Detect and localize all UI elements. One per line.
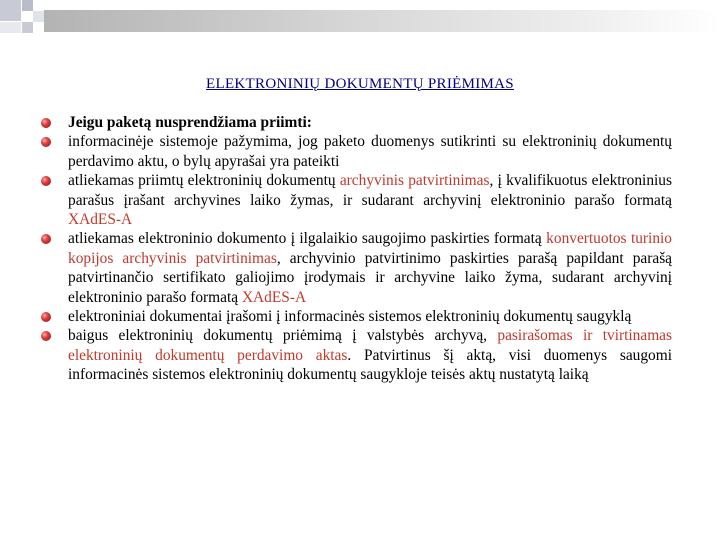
item-text: , archyvinio patvirtinimo paskirties parašą papildant parašą patvirtinančio sertifikato galiojimo įrodymais ir archyvine laiko žyma, sudarant archyvinį elektroninio parašo formatą bbox=[68, 249, 673, 306]
slide-title: ELEKTRONINIŲ DOKUMENTŲ PRIĖMIMAS bbox=[206, 76, 514, 92]
highlight-text: XAdES-A bbox=[68, 211, 133, 229]
list-item bbox=[68, 113, 672, 132]
bullet-icon bbox=[41, 312, 51, 322]
item-text: informacinėje sistemoje pažymima, jog paketo duomenys sutikrinti su elektroninių dokumentų perdavimo aktu, o bylų apyrašai yra pateikti bbox=[68, 133, 672, 170]
bullet-icon bbox=[41, 118, 51, 128]
item-text: Jeigu paketą nusprendžiama priimti: bbox=[68, 114, 312, 131]
bullet-icon bbox=[41, 331, 51, 341]
bullet-icon bbox=[41, 137, 51, 147]
item-text: atliekamas priimtų elektroninių dokumentų bbox=[68, 172, 340, 190]
decor-square bbox=[33, 11, 44, 22]
list-item bbox=[68, 307, 672, 326]
bullet-list bbox=[68, 113, 672, 385]
decor-square bbox=[0, 22, 21, 33]
decor-square bbox=[22, 22, 33, 33]
list-item bbox=[68, 132, 672, 171]
list-item bbox=[68, 229, 672, 307]
item-text: . Patvirtinus šį aktą, visi duomenys saugomi informacinės sistemos elektroninių dokumentų saugykloje teisės aktų nustatytą laiką bbox=[68, 346, 672, 384]
decor-square bbox=[0, 0, 21, 21]
bullet-icon bbox=[41, 234, 51, 244]
header-gradient-bar bbox=[44, 10, 720, 32]
bullet-icon bbox=[41, 176, 51, 186]
item-text: , į kvalifikuotus elektroninius parašus įrašant archyvines laiko žymas, ir sudarant archyvinį elektroninio parašo formatą bbox=[68, 172, 672, 209]
decor-square bbox=[22, 0, 33, 11]
list-item bbox=[68, 326, 672, 384]
highlight-text: pasirašomas ir tvirtinamas elektroninių dokumentų perdavimo aktas bbox=[68, 327, 672, 364]
item-text: baigus elektroninių dokumentų priėmimą į valstybės archyvą, bbox=[68, 327, 498, 345]
highlight-text: archyvinis patvirtinimas bbox=[339, 172, 490, 190]
item-text: atliekamas elektroninio dokumento į ilgalaikio saugojimo paskirties formatą bbox=[68, 230, 547, 248]
highlight-text: konvertuotos turinio kopijos archyvinis patvirtinimas bbox=[68, 230, 672, 267]
list-item bbox=[68, 171, 672, 229]
item-text: elektroniniai dokumentai įrašomi į informacinės sistemos elektroninių dokumentų saugyklą bbox=[68, 308, 632, 326]
highlight-text: XAdES-A bbox=[241, 288, 307, 306]
